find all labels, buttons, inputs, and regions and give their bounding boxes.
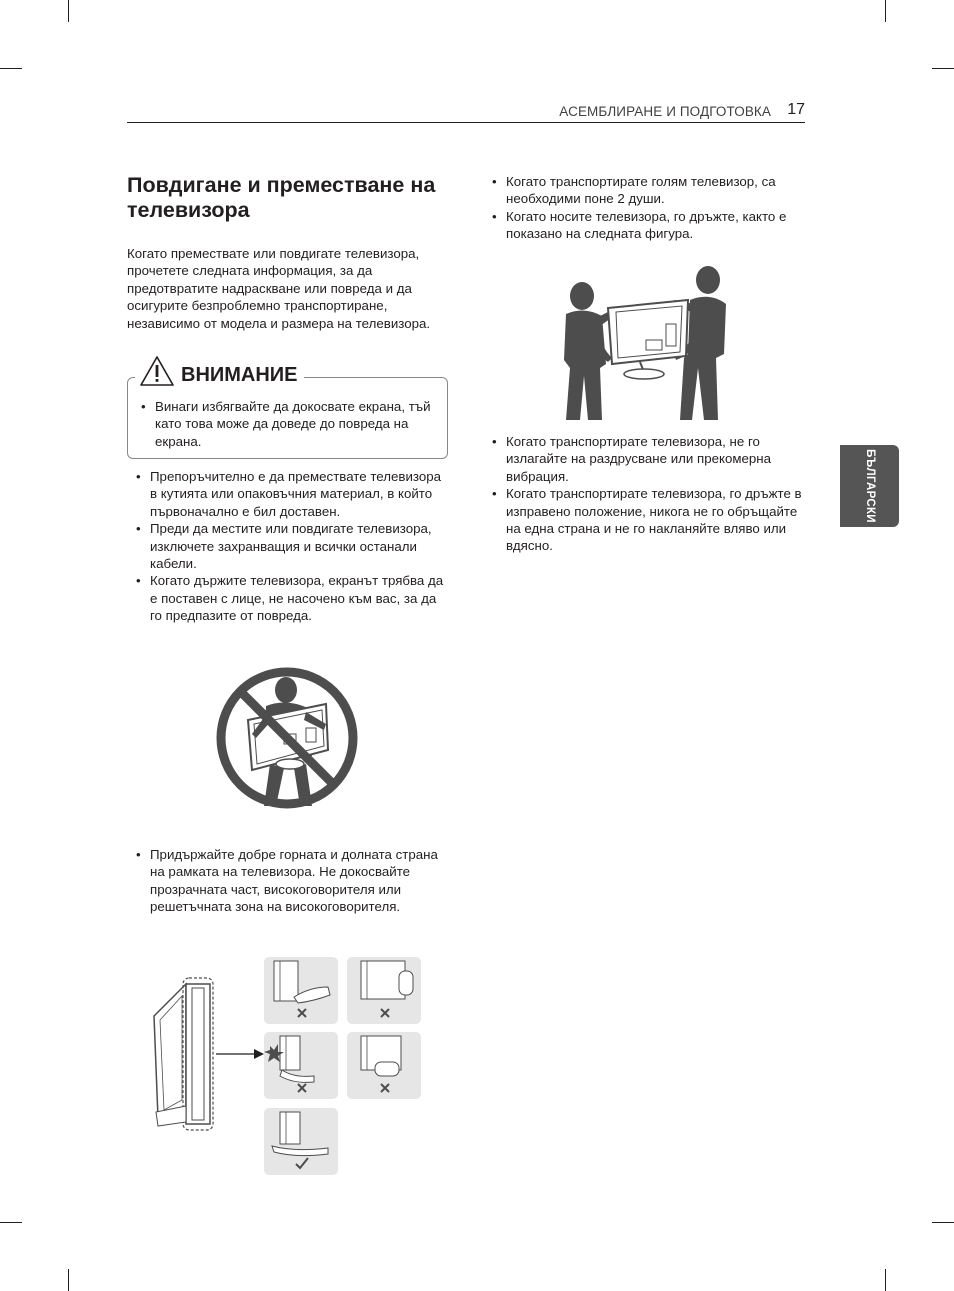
right-bullets-2 xyxy=(492,433,802,555)
hand-grip-grille-illustration xyxy=(347,1032,421,1099)
section-title: АСЕМБЛИРАНЕ И ПОДГОТОВКА xyxy=(559,104,771,119)
crop-mark xyxy=(0,68,22,69)
two-person-carry-illustration xyxy=(562,264,728,422)
list-item: • Когато държите телевизора, екранът трябва да е поставен с лице, не насочено към вас, за да го предпазите от повреда. xyxy=(136,572,451,624)
left-bullets-2 xyxy=(136,846,451,916)
list-item: • Когато носите телевизора, го дръжте, както е показано на следната фигура. xyxy=(492,208,802,243)
grip-thumb-wrong-2 xyxy=(347,957,421,1024)
right-bullets-1 xyxy=(492,173,802,243)
warning-icon xyxy=(139,355,175,387)
grip-thumb-wrong-1 xyxy=(264,957,338,1024)
list-item: • Когато транспортирате телевизора, го дръжте в изправено положение, никога не го обръщайте на една страна и не го накланяйте вляво или вдясно. xyxy=(492,485,802,555)
list-item: • Когато транспортирате телевизора, не го излагайте на раздрусване или прекомерна вибрация. xyxy=(492,433,802,485)
crop-mark xyxy=(932,68,954,69)
page-title: Повдигане и преместване на телевизора xyxy=(127,173,436,222)
crop-mark xyxy=(932,1222,954,1223)
grip-thumb-wrong-4 xyxy=(347,1032,421,1099)
left-bullets-1 xyxy=(136,468,451,625)
prohibited-carry-illustration xyxy=(214,664,360,812)
list-item: • Преди да местите или повдигате телевизора, изключете захранващия и всички останали кабели. xyxy=(136,520,451,572)
hand-touching-speaker-illustration xyxy=(264,1032,338,1099)
crop-mark xyxy=(68,1269,69,1291)
list-item: • Препоръчително е да премествате телевизора в кутията или опаковъчния материал, в който първоначално е бил доставен. xyxy=(136,468,451,520)
list-item: • Придържайте добре горната и долната страна на рамката на телевизора. Не докосвайте прозрачната част, високоговорителя или решетъчната зона на високоговорителя. xyxy=(136,846,451,916)
hand-under-frame-illustration xyxy=(264,957,338,1024)
left-column xyxy=(127,173,449,332)
caution-list xyxy=(141,398,441,450)
crop-mark xyxy=(885,1269,886,1291)
caution-header xyxy=(135,355,304,387)
page-number: 17 xyxy=(787,101,805,118)
list-item: • Когато транспортирате голям телевизор, са необходими поне 2 души. xyxy=(492,173,802,208)
crop-mark xyxy=(0,1222,22,1223)
intro-paragraph: Когато премествате или повдигате телевизора, прочетете следната информация, за да предотвратите надраскване или повреда и да осигурите безпроблемно транспортиране, независимо от модела и размера на телевизора. xyxy=(127,246,431,331)
list-item: • Винаги избягвайте да докосвате екрана, тъй като това може да доведе до повреда на екрана. xyxy=(141,398,441,450)
tv-side-view-illustration xyxy=(146,976,266,1136)
crop-mark xyxy=(68,0,69,22)
grip-thumb-wrong-3 xyxy=(264,1032,338,1099)
crop-mark xyxy=(885,0,886,22)
grip-thumb-correct xyxy=(264,1108,338,1175)
page-header xyxy=(127,100,805,123)
caution-label: ВНИМАНИЕ xyxy=(181,363,298,386)
language-tab xyxy=(840,445,899,527)
correct-grip-illustration xyxy=(264,1108,338,1175)
hand-side-frame-illustration xyxy=(347,957,421,1024)
language-tab-label: БЪЛГАРСКИ xyxy=(864,449,876,523)
